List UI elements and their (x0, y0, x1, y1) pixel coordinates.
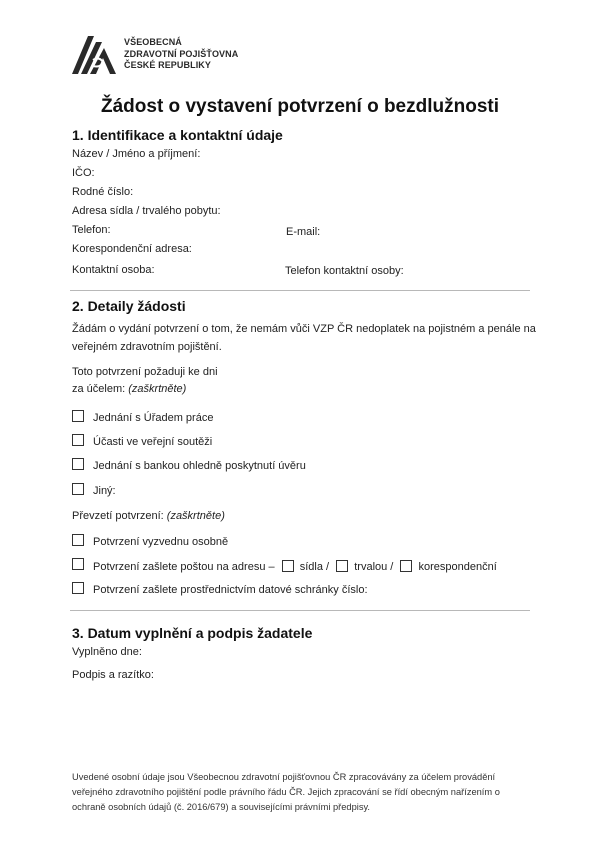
checkbox-post-permanent[interactable] (336, 560, 348, 572)
divider (70, 290, 530, 291)
checkbox-pickup-post[interactable] (72, 558, 84, 570)
purpose-label (72, 383, 186, 395)
ico-field[interactable]: IČO: (72, 167, 95, 179)
option-other: Jiný: (93, 485, 116, 497)
signature-field[interactable]: Podpis a razítko: (72, 669, 154, 681)
contact-phone-field[interactable]: Telefon kontaktní osoby: (285, 265, 404, 277)
checkbox-pickup-databox[interactable] (72, 582, 84, 594)
purpose-label-text: za účelem: (72, 383, 126, 395)
request-text: Žádám o vydání potvrzení o tom, že nemám vůči VZP ČR nedoplatek na pojistném a penále na veřejném zdravotním pojištění. (72, 323, 536, 353)
checkbox-post-correspondence[interactable] (400, 560, 412, 572)
contact-person-field[interactable]: Kontaktní osoba: (72, 264, 155, 276)
privacy-footer: Uvedené osobní údaje jsou Všeobecnou zdravotní pojišťovnou ČR zpracovávány za účelem provádění veřejného zdravotního pojištění podle právního řádu ČR. Jejich zpracování se řídí obecným nařízením o ochraně osobních údajů (č. 2016/679) a souvisejícími právními předpisy. (72, 772, 500, 812)
logo-text (124, 37, 238, 72)
email-field[interactable]: E-mail: (286, 226, 321, 238)
checkbox-public-tender[interactable] (72, 434, 84, 446)
pickup-hint: (zaškrtněte) (166, 510, 225, 522)
option-labour-office: Jednání s Úřadem práce (93, 412, 214, 424)
page-title: Žádost o vystavení potvrzení o bezdlužnosti (101, 96, 499, 117)
post-correspondence-label: korespondenční (418, 561, 497, 573)
section-2-heading: 2. Detaily žádosti (72, 298, 186, 314)
correspondence-address-field[interactable]: Korespondenční adresa: (72, 243, 192, 255)
phone-field[interactable]: Telefon: (72, 224, 111, 236)
option-bank-loan: Jednání s bankou ohledně poskytnutí úvěru (93, 460, 306, 472)
option-pickup-post (93, 560, 497, 573)
name-field[interactable]: Název / Jméno a příjmení: (72, 148, 201, 160)
pickup-label-text: Převzetí potvrzení: (72, 510, 164, 522)
pickup-post-label: Potvrzení zašlete poštou na adresu – (93, 561, 275, 573)
logo-line-1: VŠEOBECNÁ (124, 37, 182, 47)
post-seat-label: sídla / (299, 561, 330, 573)
option-public-tender: Účasti ve veřejní soutěži (93, 436, 213, 448)
section-3-heading: 3. Datum vyplnění a podpis žadatele (72, 625, 313, 641)
purpose-hint: (zaškrtněte) (128, 383, 187, 395)
checkbox-bank-loan[interactable] (72, 458, 84, 470)
section-1-heading: 1. Identifikace a kontaktní údaje (72, 127, 283, 143)
birth-number-field[interactable]: Rodné číslo: (72, 186, 134, 198)
filled-on-field[interactable]: Vyplněno dne: (72, 646, 142, 658)
logo-line-3: ČESKÉ REPUBLIKY (124, 60, 212, 70)
address-field[interactable]: Adresa sídla / trvalého pobytu: (72, 205, 221, 217)
option-pickup-personal: Potvrzení vyzvednu osobně (93, 536, 229, 548)
logo-line-2: ZDRAVOTNÍ POJIŠŤOVNA (124, 48, 239, 59)
checkbox-labour-office[interactable] (72, 410, 84, 422)
post-permanent-label: trvalou / (354, 561, 394, 573)
vzp-logo-icon (72, 36, 116, 74)
checkbox-post-seat[interactable] (282, 560, 294, 572)
checkbox-other[interactable] (72, 483, 84, 495)
pickup-label (72, 510, 225, 522)
purpose-date-field[interactable]: Toto potvrzení požaduji ke dni (72, 366, 218, 378)
divider (70, 610, 530, 611)
checkbox-pickup-personal[interactable] (72, 534, 84, 546)
option-pickup-databox: Potvrzení zašlete prostřednictvím datové schránky číslo: (93, 584, 368, 596)
